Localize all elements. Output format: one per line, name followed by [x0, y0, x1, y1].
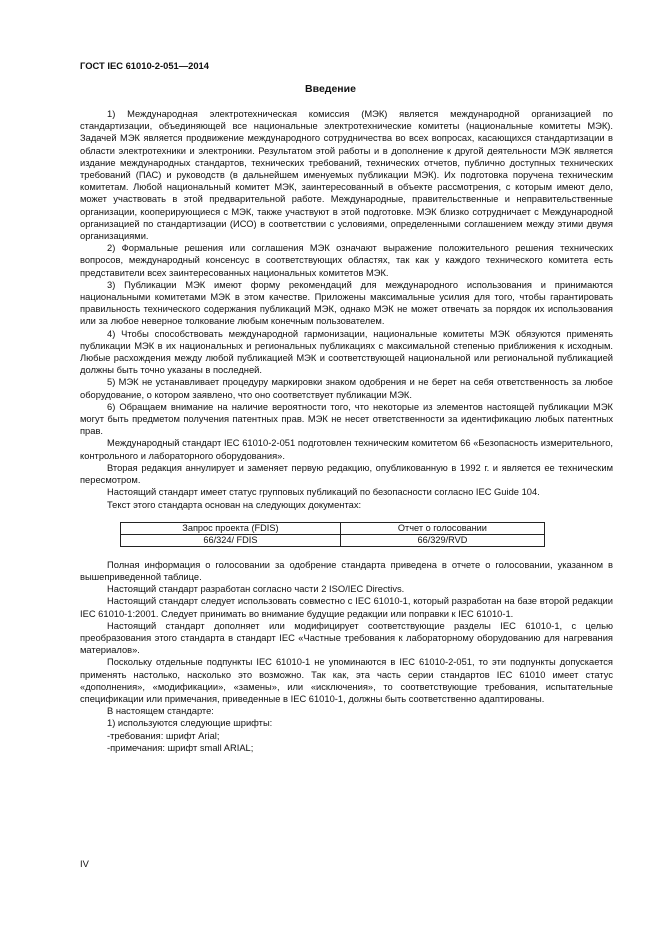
- page-number: IV: [80, 858, 89, 869]
- paragraph-supplements: Настоящий стандарт дополняет или модифицирует соответствующие разделы IEC 61010-1, с целью преобразования этого стандарта в стандарт IEC «Частные требования к лабораторному оборудованию для нагревания материалов».: [80, 620, 613, 656]
- document-header: ГОСТ IEC 61010-2-051—2014: [80, 60, 209, 71]
- paragraph-subclauses: Поскольку отдельные подпункты IEC 61010-1 не упоминаются в IEC 61010-2-051, то эти подпункты допускается применять настолько, насколько это возможно. Так как, эта часть серии стандартов IEC 61010 имеет статус «дополнения», «модификации», «замены», или «исключения», то соответствующие требования, испытательные спецификации или примечания, приведенные в IEC 61010-1, должны быть соответственно адаптированы.: [80, 657, 613, 704]
- paragraph-directives: Настоящий стандарт разработан согласно части 2 ISO/IEC Directivs.: [107, 584, 405, 595]
- table-cell: 66/329/RVD: [340, 534, 544, 546]
- paragraph-5: 5) МЭК не устанавливает процедуру маркировки знаком одобрения и не берет на себя ответственность за любое оборудование, о котором заявлено, что оно соответствует публикации МЭК.: [80, 377, 613, 400]
- paragraph-committee: Международный стандарт IEC 61010-2-051 подготовлен техническим комитетом 66 «Безопасность измерительного, контрольного и лабораторного оборудования».: [80, 438, 613, 461]
- paragraph-4: 4) Чтобы способствовать международной гармонизации, национальные комитеты МЭК обязуются применять публикации МЭК в их национальных и региональных публикациях с максимальной степенью приближения к исходным. Любые расхождения между любой публикацией МЭК и соответствующей национальной или региональной публикацией должны быть точно указаны в последней.: [80, 328, 613, 376]
- paragraph-based-on: Текст этого стандарта основан на следующих документах:: [107, 499, 362, 510]
- section-title: Введение: [305, 83, 356, 95]
- paragraph-2: 2) Формальные решения или соглашения МЭК означают выражение положительного решения технических вопросов, международный консенсус в соответствующих областях, так как у каждого технического комитета есть представители всех заинтересованных национальных комитетов МЭК.: [80, 243, 613, 278]
- paragraph-voting-info: Полная информация о голосовании за одобрение стандарта приведена в отчете о голосовании, указанном в вышеприведенной таблице.: [80, 559, 613, 582]
- paragraph-use-with: Настоящий стандарт следует использовать совместно с IEC 61010-1, который разработан на базе второй редакции IEC 61010-1:2001. Следует принимать во внимание будущие редакции или поправки к IEC 61010-1.: [80, 596, 613, 619]
- list-item: -требования: шрифт Arial;: [107, 730, 220, 741]
- list-item: 1) используются следующие шрифты:: [107, 718, 273, 729]
- table-cell: 66/324/ FDIS: [121, 534, 341, 546]
- list-item: -примечания: шрифт small ARIAL;: [107, 742, 254, 753]
- table-row: [121, 534, 545, 546]
- paragraph-in-this-standard: В настоящем стандарте:: [107, 706, 214, 717]
- paragraph-6: 6) Обращаем внимание на наличие вероятности того, что некоторые из элементов настоящей публикации МЭК могут быть предметом получения патентных прав. МЭК не несет ответственности за идентификацию любых патентных прав.: [80, 401, 613, 437]
- voting-documents-table: [120, 522, 545, 547]
- paragraph-edition: Вторая редакция аннулирует и заменяет первую редакцию, опубликованную в 1992 г. и является ее техническим пересмотром.: [80, 462, 613, 486]
- table-header-cell: Отчет о голосовании: [340, 522, 544, 534]
- paragraph-status: Настоящий стандарт имеет статус групповых публикаций по безопасности согласно IEC Guide 104.: [107, 487, 540, 498]
- table-header-row: [121, 522, 545, 534]
- paragraph-1: 1) Международная электротехническая комиссия (МЭК) является международной организацией по стандартизации, объединяющей все национальные электротехнические комитеты (национальные комитеты МЭК). Задачей МЭК является продвижение международного сотрудничества во всех вопросах, касающихся стандартизации в области электротехники и электроники. Результатом этой работы и в дополнение к другой деятельности МЭК является издание международных стандартов, технических требований, технических отчетов, публично доступных технических требований (ПАС) и руководств (в дальнейшем именуемых публикации МЭК). Их подготовка поручена техническим комитетам. Любой национальный комитет МЭК, заинтересованный в объекте рассмотрения, с которым имеют дело, может участвовать в этой предварительной работе. Международные, правительственные и неправительственные организации, кооперирующиеся с МЭК, также участвуют в этой подготовке. МЭК близко сотрудничает с Международной организацией по стандартизации (ИСО) в соответствии с условиями, определенными соглашением между этими двумя организациями.: [80, 109, 613, 242]
- document-body: [80, 108, 613, 754]
- table-header-cell: Запрос проекта (FDIS): [121, 522, 341, 534]
- paragraph-3: 3) Публикации МЭК имеют форму рекомендаций для международного использования и принимаются национальными комитетами МЭК в этом качестве. Приложены максимальные усилия для того, чтобы гарантировать правильность технического содержания публикаций МЭК, однако МЭК не может отвечать за порядок их использования или за любое неверное толкование любым конечным пользователем.: [80, 279, 613, 327]
